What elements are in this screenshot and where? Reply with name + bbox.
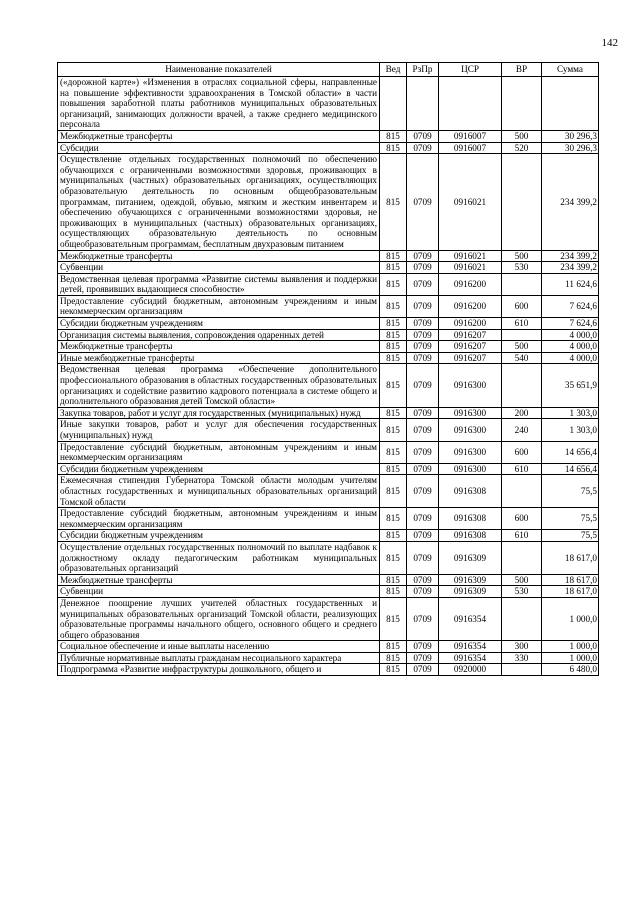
row-vr (502, 273, 542, 295)
row-vr: 330 (502, 652, 542, 664)
row-rzpr: 0709 (407, 641, 439, 653)
row-sum: 14 656,4 (542, 463, 599, 475)
row-name: Предоставление субсидий бюджетным, автономным учреждениям и иным некоммерческим организациям (58, 508, 380, 530)
table-row (58, 441, 599, 463)
row-vr: 520 (502, 142, 542, 154)
table-row (58, 142, 599, 154)
row-csr: 0916021 (439, 154, 502, 250)
table-row (58, 463, 599, 475)
row-rzpr: 0709 (407, 295, 439, 317)
row-ved: 815 (380, 142, 407, 154)
row-vr: 540 (502, 352, 542, 364)
row-name: Осуществление отдельных государственных полномочий по выплате надбавок к должностному окладу педагогическим работникам муниципальных образовательных организаций (58, 541, 380, 574)
row-name: Субвенции (58, 262, 380, 274)
row-name: Субсидии (58, 142, 380, 154)
row-sum: 1 000,0 (542, 641, 599, 653)
row-csr: 0916207 (439, 341, 502, 353)
row-vr: 500 (502, 130, 542, 142)
row-ved: 815 (380, 273, 407, 295)
row-ved: 815 (380, 463, 407, 475)
table-row (58, 250, 599, 262)
table-row (58, 364, 599, 407)
table-row (58, 77, 599, 131)
table-row (58, 597, 599, 640)
row-rzpr: 0709 (407, 318, 439, 330)
row-vr (502, 77, 542, 131)
table-row (58, 154, 599, 250)
row-name: Субсидии бюджетным учреждениям (58, 530, 380, 542)
row-csr: 0916308 (439, 530, 502, 542)
table-row (58, 530, 599, 542)
row-vr: 300 (502, 641, 542, 653)
row-name: Иные межбюджетные трансферты (58, 352, 380, 364)
row-rzpr: 0709 (407, 142, 439, 154)
row-ved: 815 (380, 441, 407, 463)
row-vr (502, 541, 542, 574)
row-ved: 815 (380, 352, 407, 364)
row-sum: 4 000,0 (542, 329, 599, 341)
row-csr: 0916200 (439, 295, 502, 317)
row-rzpr: 0709 (407, 541, 439, 574)
row-sum: 35 651,9 (542, 364, 599, 407)
row-rzpr: 0709 (407, 463, 439, 475)
table-row (58, 652, 599, 664)
row-sum: 6 480,0 (542, 664, 599, 676)
row-csr: 0916200 (439, 273, 502, 295)
row-vr: 240 (502, 419, 542, 441)
row-sum: 11 624,6 (542, 273, 599, 295)
table-header-row (58, 63, 599, 77)
row-name: Иные закупки товаров, работ и услуг для обеспечения государственных (муниципальных) нужд (58, 419, 380, 441)
row-vr (502, 154, 542, 250)
row-ved: 815 (380, 295, 407, 317)
row-name: Ведомственная целевая программа «Обеспечение дополнительного профессионального образования в областных государственных образовательных организациях и содействие развитию кадрового потенциала в системе общего и дополнительного образования детей Томской области» (58, 364, 380, 407)
row-csr: 0916354 (439, 641, 502, 653)
table-row (58, 407, 599, 419)
row-ved: 815 (380, 364, 407, 407)
table-row (58, 273, 599, 295)
row-rzpr: 0709 (407, 273, 439, 295)
row-ved: 815 (380, 318, 407, 330)
row-sum: 75,5 (542, 508, 599, 530)
row-csr: 0916300 (439, 419, 502, 441)
row-vr: 610 (502, 318, 542, 330)
row-csr: 0916308 (439, 475, 502, 508)
row-csr: 0916207 (439, 352, 502, 364)
row-ved: 815 (380, 154, 407, 250)
row-ved: 815 (380, 329, 407, 341)
row-rzpr: 0709 (407, 130, 439, 142)
row-rzpr: 0709 (407, 262, 439, 274)
row-name: Субсидии бюджетным учреждениям (58, 318, 380, 330)
row-sum: 18 617,0 (542, 541, 599, 574)
row-csr: 0916300 (439, 441, 502, 463)
header-rzpr: РзПр (407, 63, 439, 77)
table-row (58, 508, 599, 530)
row-sum: 14 656,4 (542, 441, 599, 463)
row-ved: 815 (380, 508, 407, 530)
row-name: Предоставление субсидий бюджетным, автономным учреждениям и иным некоммерческим организациям (58, 441, 380, 463)
row-ved: 815 (380, 530, 407, 542)
row-name: Публичные нормативные выплаты гражданам несоциального характера (58, 652, 380, 664)
row-sum: 75,5 (542, 475, 599, 508)
row-vr (502, 475, 542, 508)
row-name: Организация системы выявления, сопровождения одаренных детей (58, 329, 380, 341)
table-row (58, 541, 599, 574)
table-row (58, 329, 599, 341)
row-vr (502, 597, 542, 640)
row-name: Межбюджетные трансферты (58, 130, 380, 142)
row-sum: 18 617,0 (542, 586, 599, 598)
row-csr: 0916300 (439, 463, 502, 475)
row-sum: 234 399,2 (542, 250, 599, 262)
row-csr: 0916354 (439, 652, 502, 664)
row-vr: 500 (502, 574, 542, 586)
row-csr: 0916021 (439, 250, 502, 262)
table-row (58, 419, 599, 441)
row-name: Ежемесячная стипендия Губернатора Томской области молодым учителям областных государственных и муниципальных образовательных организаций Томской области (58, 475, 380, 508)
row-name: Предоставление субсидий бюджетным, автономным учреждениям и иным некоммерческим организациям (58, 295, 380, 317)
row-csr: 0916007 (439, 130, 502, 142)
row-csr: 0916309 (439, 541, 502, 574)
row-ved: 815 (380, 541, 407, 574)
row-name: Межбюджетные трансферты (58, 574, 380, 586)
row-sum: 4 000,0 (542, 352, 599, 364)
row-ved: 815 (380, 407, 407, 419)
table-row (58, 641, 599, 653)
row-ved: 815 (380, 262, 407, 274)
row-rzpr: 0709 (407, 364, 439, 407)
row-ved: 815 (380, 652, 407, 664)
table-row (58, 341, 599, 353)
row-vr (502, 329, 542, 341)
row-csr: 0916207 (439, 329, 502, 341)
table-body (58, 77, 599, 676)
table-row (58, 130, 599, 142)
row-sum: 1 000,0 (542, 652, 599, 664)
row-vr: 500 (502, 341, 542, 353)
row-sum: 18 617,0 (542, 574, 599, 586)
row-name: Социальное обеспечение и иные выплаты населению (58, 641, 380, 653)
row-csr: 0916308 (439, 508, 502, 530)
row-vr: 610 (502, 530, 542, 542)
row-name: Межбюджетные трансферты (58, 341, 380, 353)
row-rzpr: 0709 (407, 441, 439, 463)
header-csr: ЦСР (439, 63, 502, 77)
header-sum: Сумма (542, 63, 599, 77)
row-ved: 815 (380, 130, 407, 142)
row-rzpr: 0709 (407, 341, 439, 353)
row-rzpr: 0709 (407, 329, 439, 341)
row-rzpr: 0709 (407, 586, 439, 598)
row-sum: 75,5 (542, 530, 599, 542)
row-ved (380, 77, 407, 131)
row-rzpr: 0709 (407, 419, 439, 441)
row-ved: 815 (380, 574, 407, 586)
row-csr: 0916021 (439, 262, 502, 274)
row-rzpr: 0709 (407, 597, 439, 640)
row-sum: 7 624,6 (542, 318, 599, 330)
row-name: Денежное поощрение лучших учителей областных государственных и муниципальных образовательных организаций Томской области, реализующих образовательные программы начального общего, основного общего и среднего общего образования (58, 597, 380, 640)
row-vr: 600 (502, 441, 542, 463)
row-ved: 815 (380, 641, 407, 653)
row-name: Субвенции (58, 586, 380, 598)
row-vr: 530 (502, 586, 542, 598)
row-csr: 0916007 (439, 142, 502, 154)
row-rzpr: 0709 (407, 652, 439, 664)
row-rzpr: 0709 (407, 508, 439, 530)
budget-table (57, 62, 599, 676)
row-name: Осуществление отдельных государственных полномочий по обеспечению обучающихся с ограниченными возможностями здоровья, проживающих в муниципальных (частных) образовательных организациях, осуществляющих образовательную деятельность по основным общеобразовательным программам, питанием, одеждой, обувью, мягким и жестким инвентарем и обеспечению обучающихся с ограниченными возможностями здоровья, не проживающих в муниципальных (частных) образовательных организациях, осуществляющих образовательную деятельность по основным общеобразовательным программам, бесплатным двухразовым питанием (58, 154, 380, 250)
row-ved: 815 (380, 419, 407, 441)
row-vr: 530 (502, 262, 542, 274)
row-ved: 815 (380, 597, 407, 640)
row-vr: 600 (502, 295, 542, 317)
table-row (58, 295, 599, 317)
row-rzpr (407, 77, 439, 131)
row-ved: 815 (380, 664, 407, 676)
page-number: 142 (601, 37, 618, 49)
row-sum: 1 303,0 (542, 419, 599, 441)
row-vr (502, 664, 542, 676)
row-vr: 500 (502, 250, 542, 262)
row-csr: 0916309 (439, 574, 502, 586)
header-vr: ВР (502, 63, 542, 77)
row-vr: 600 (502, 508, 542, 530)
row-csr (439, 77, 502, 131)
row-sum (542, 77, 599, 131)
row-sum: 1 303,0 (542, 407, 599, 419)
row-sum: 234 399,2 (542, 262, 599, 274)
row-sum: 4 000,0 (542, 341, 599, 353)
row-name: Подпрограмма «Развитие инфраструктуры дошкольного, общего и (58, 664, 380, 676)
row-rzpr: 0709 (407, 250, 439, 262)
row-rzpr: 0709 (407, 475, 439, 508)
row-ved: 815 (380, 475, 407, 508)
table-row (58, 574, 599, 586)
row-rzpr: 0709 (407, 407, 439, 419)
row-rzpr: 0709 (407, 530, 439, 542)
row-vr: 610 (502, 463, 542, 475)
row-csr: 0916309 (439, 586, 502, 598)
row-csr: 0916200 (439, 318, 502, 330)
row-name: Субсидии бюджетным учреждениям (58, 463, 380, 475)
row-csr: 0916354 (439, 597, 502, 640)
row-ved: 815 (380, 250, 407, 262)
row-rzpr: 0709 (407, 352, 439, 364)
row-rzpr: 0709 (407, 154, 439, 250)
row-vr (502, 364, 542, 407)
table-row (58, 586, 599, 598)
row-ved: 815 (380, 341, 407, 353)
table-row (58, 318, 599, 330)
table-row (58, 352, 599, 364)
row-sum: 7 624,6 (542, 295, 599, 317)
row-sum: 1 000,0 (542, 597, 599, 640)
row-name: Закупка товаров, работ и услуг для государственных (муниципальных) нужд (58, 407, 380, 419)
header-ved: Вед (380, 63, 407, 77)
row-sum: 30 296,3 (542, 142, 599, 154)
row-rzpr: 0709 (407, 574, 439, 586)
row-vr: 200 (502, 407, 542, 419)
header-name: Наименование показателей (58, 63, 380, 77)
table-row (58, 262, 599, 274)
row-sum: 234 399,2 (542, 154, 599, 250)
row-name: Межбюджетные трансферты (58, 250, 380, 262)
row-csr: 0920000 (439, 664, 502, 676)
table-row (58, 475, 599, 508)
row-name: («дорожной карте») «Изменения в отраслях социальной сферы, направленные на повышение эффективности здравоохранения в Томской области» в части повышения заработной платы работников муниципальных образовательных организаций, занимающих должности врачей, а также среднего медицинского персонала (58, 77, 380, 131)
table-row (58, 664, 599, 676)
row-rzpr: 0709 (407, 664, 439, 676)
row-csr: 0916300 (439, 407, 502, 419)
row-ved: 815 (380, 586, 407, 598)
row-sum: 30 296,3 (542, 130, 599, 142)
row-csr: 0916300 (439, 364, 502, 407)
row-name: Ведомственная целевая программа «Развитие системы выявления и поддержки детей, проявивших выдающиеся способности» (58, 273, 380, 295)
